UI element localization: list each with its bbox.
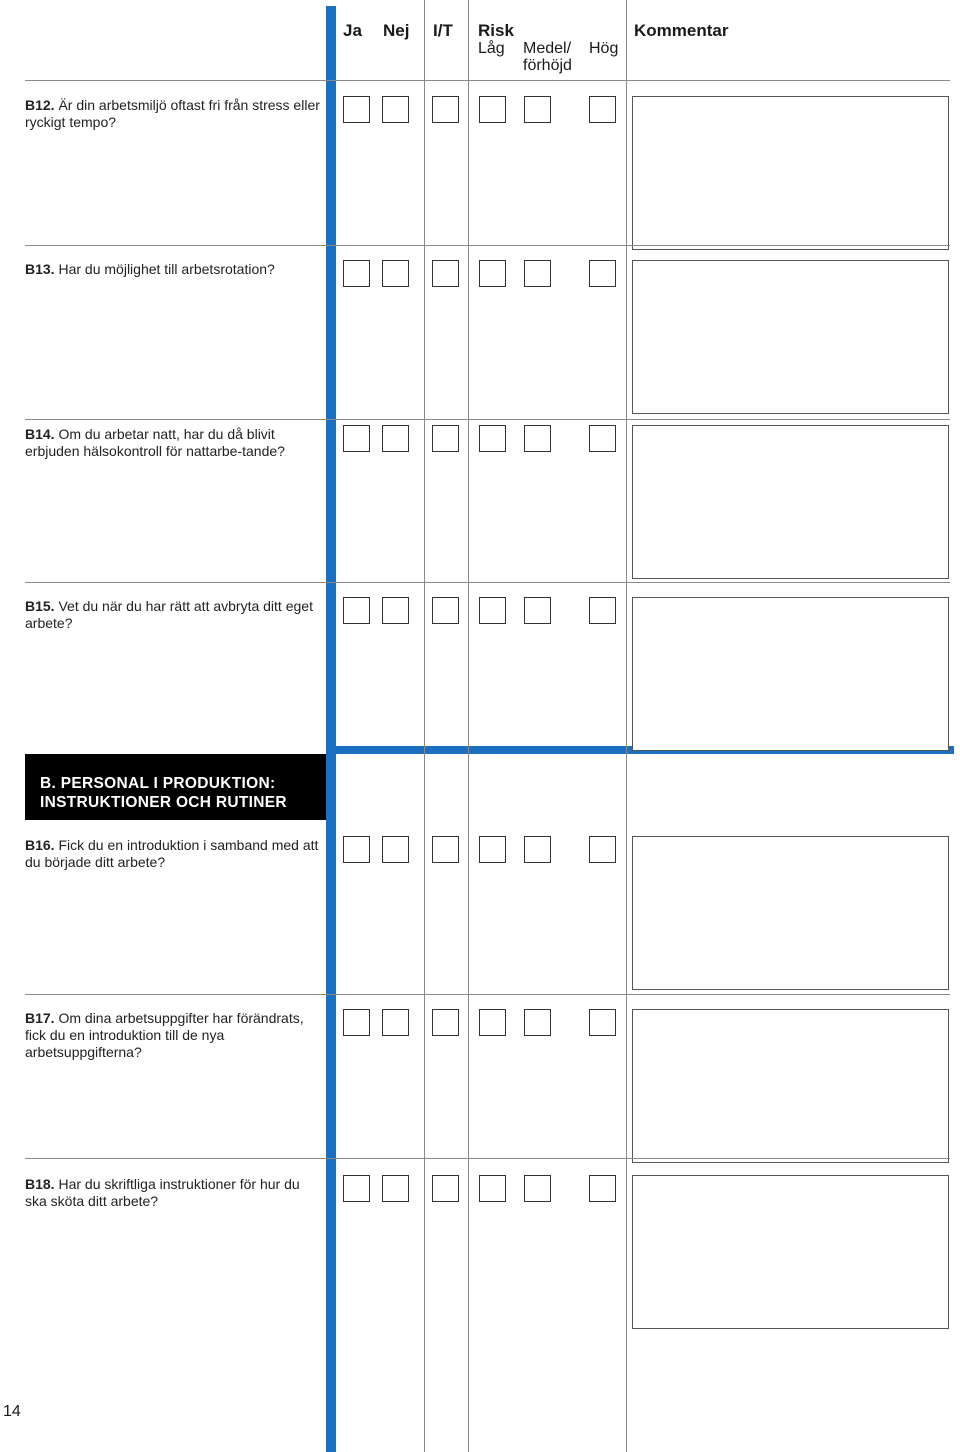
risk-low-checkbox[interactable] — [479, 597, 506, 624]
risk-high-checkbox[interactable] — [589, 1175, 616, 1202]
question-number: B14. — [25, 426, 55, 442]
nej-checkbox[interactable] — [382, 597, 409, 624]
question-b12 — [25, 97, 320, 131]
risk-medium-checkbox[interactable] — [524, 597, 551, 624]
header-risk-elevated: förhöjd — [523, 57, 572, 74]
question-text: Har du skriftliga instruktioner för hur du ska sköta ditt arbete? — [25, 1176, 300, 1209]
question-text: Om dina arbetsuppgifter har förändrats, fick du en introduktion till de nya arbetsuppgifterna? — [25, 1010, 304, 1060]
blue-column-rule — [326, 6, 336, 1452]
comment-field[interactable] — [632, 425, 949, 579]
section-title-line1: B. PERSONAL I PRODUKTION: — [40, 775, 276, 792]
column-divider-risk — [468, 0, 469, 1452]
question-text: Är din arbetsmiljö oftast fri från stress eller ryckigt tempo? — [25, 97, 320, 130]
it-checkbox[interactable] — [432, 260, 459, 287]
comment-field[interactable] — [632, 1175, 949, 1329]
it-checkbox[interactable] — [432, 96, 459, 123]
ja-checkbox[interactable] — [343, 425, 370, 452]
page-number: 14 — [3, 1403, 21, 1420]
question-text: Vet du när du har rätt att avbryta ditt eget arbete? — [25, 598, 313, 631]
risk-low-checkbox[interactable] — [479, 425, 506, 452]
risk-high-checkbox[interactable] — [589, 96, 616, 123]
header-risk-high: Hög — [589, 40, 619, 57]
question-number: B17. — [25, 1010, 55, 1026]
comment-field[interactable] — [632, 96, 949, 250]
comment-field[interactable] — [632, 1009, 949, 1163]
question-number: B15. — [25, 598, 55, 614]
question-number: B18. — [25, 1176, 55, 1192]
question-number: B13. — [25, 261, 55, 277]
header-it: I/T — [433, 21, 453, 40]
header-risk: Risk — [478, 21, 514, 40]
risk-low-checkbox[interactable] — [479, 1175, 506, 1202]
risk-medium-checkbox[interactable] — [524, 836, 551, 863]
ja-checkbox[interactable] — [343, 836, 370, 863]
it-checkbox[interactable] — [432, 425, 459, 452]
risk-high-checkbox[interactable] — [589, 1009, 616, 1036]
row-divider — [25, 245, 950, 246]
header-nej: Nej — [383, 21, 410, 40]
comment-field[interactable] — [632, 597, 949, 751]
header-risk-low: Låg — [478, 40, 505, 57]
column-divider-it — [424, 0, 425, 1452]
header-divider — [25, 80, 950, 81]
risk-high-checkbox[interactable] — [589, 260, 616, 287]
risk-medium-checkbox[interactable] — [524, 1009, 551, 1036]
row-divider — [25, 1158, 950, 1159]
nej-checkbox[interactable] — [382, 260, 409, 287]
question-b16 — [25, 837, 320, 871]
risk-high-checkbox[interactable] — [589, 597, 616, 624]
nej-checkbox[interactable] — [382, 96, 409, 123]
question-text: Har du möjlighet till arbetsrotation? — [58, 261, 275, 277]
row-divider — [25, 994, 950, 995]
it-checkbox[interactable] — [432, 1175, 459, 1202]
row-divider — [25, 582, 950, 583]
column-divider-comment — [626, 0, 627, 1452]
header-comment: Kommentar — [634, 21, 729, 40]
question-b18 — [25, 1176, 320, 1210]
question-b14 — [25, 426, 320, 460]
it-checkbox[interactable] — [432, 1009, 459, 1036]
it-checkbox[interactable] — [432, 836, 459, 863]
risk-low-checkbox[interactable] — [479, 836, 506, 863]
ja-checkbox[interactable] — [343, 597, 370, 624]
risk-high-checkbox[interactable] — [589, 836, 616, 863]
question-number: B12. — [25, 97, 55, 113]
section-title-line2: INSTRUKTIONER OCH RUTINER — [40, 794, 287, 811]
ja-checkbox[interactable] — [343, 96, 370, 123]
question-b15 — [25, 598, 320, 632]
row-divider — [25, 419, 950, 420]
nej-checkbox[interactable] — [382, 425, 409, 452]
risk-medium-checkbox[interactable] — [524, 1175, 551, 1202]
risk-medium-checkbox[interactable] — [524, 260, 551, 287]
risk-high-checkbox[interactable] — [589, 425, 616, 452]
nej-checkbox[interactable] — [382, 1009, 409, 1036]
nej-checkbox[interactable] — [382, 836, 409, 863]
nej-checkbox[interactable] — [382, 1175, 409, 1202]
ja-checkbox[interactable] — [343, 260, 370, 287]
header-ja: Ja — [343, 21, 362, 40]
header-risk-medium: Medel/ — [523, 40, 572, 57]
question-b13 — [25, 261, 320, 278]
risk-low-checkbox[interactable] — [479, 96, 506, 123]
risk-low-checkbox[interactable] — [479, 260, 506, 287]
question-b17 — [25, 1010, 320, 1061]
it-checkbox[interactable] — [432, 597, 459, 624]
risk-medium-checkbox[interactable] — [524, 96, 551, 123]
question-number: B16. — [25, 837, 55, 853]
question-text: Om du arbetar natt, har du då blivit erbjuden hälsokontroll för nattarbe-tande? — [25, 426, 285, 459]
ja-checkbox[interactable] — [343, 1175, 370, 1202]
ja-checkbox[interactable] — [343, 1009, 370, 1036]
comment-field[interactable] — [632, 260, 949, 414]
section-banner — [25, 754, 326, 820]
risk-low-checkbox[interactable] — [479, 1009, 506, 1036]
comment-field[interactable] — [632, 836, 949, 990]
question-text: Fick du en introduktion i samband med att du började ditt arbete? — [25, 837, 319, 870]
risk-medium-checkbox[interactable] — [524, 425, 551, 452]
